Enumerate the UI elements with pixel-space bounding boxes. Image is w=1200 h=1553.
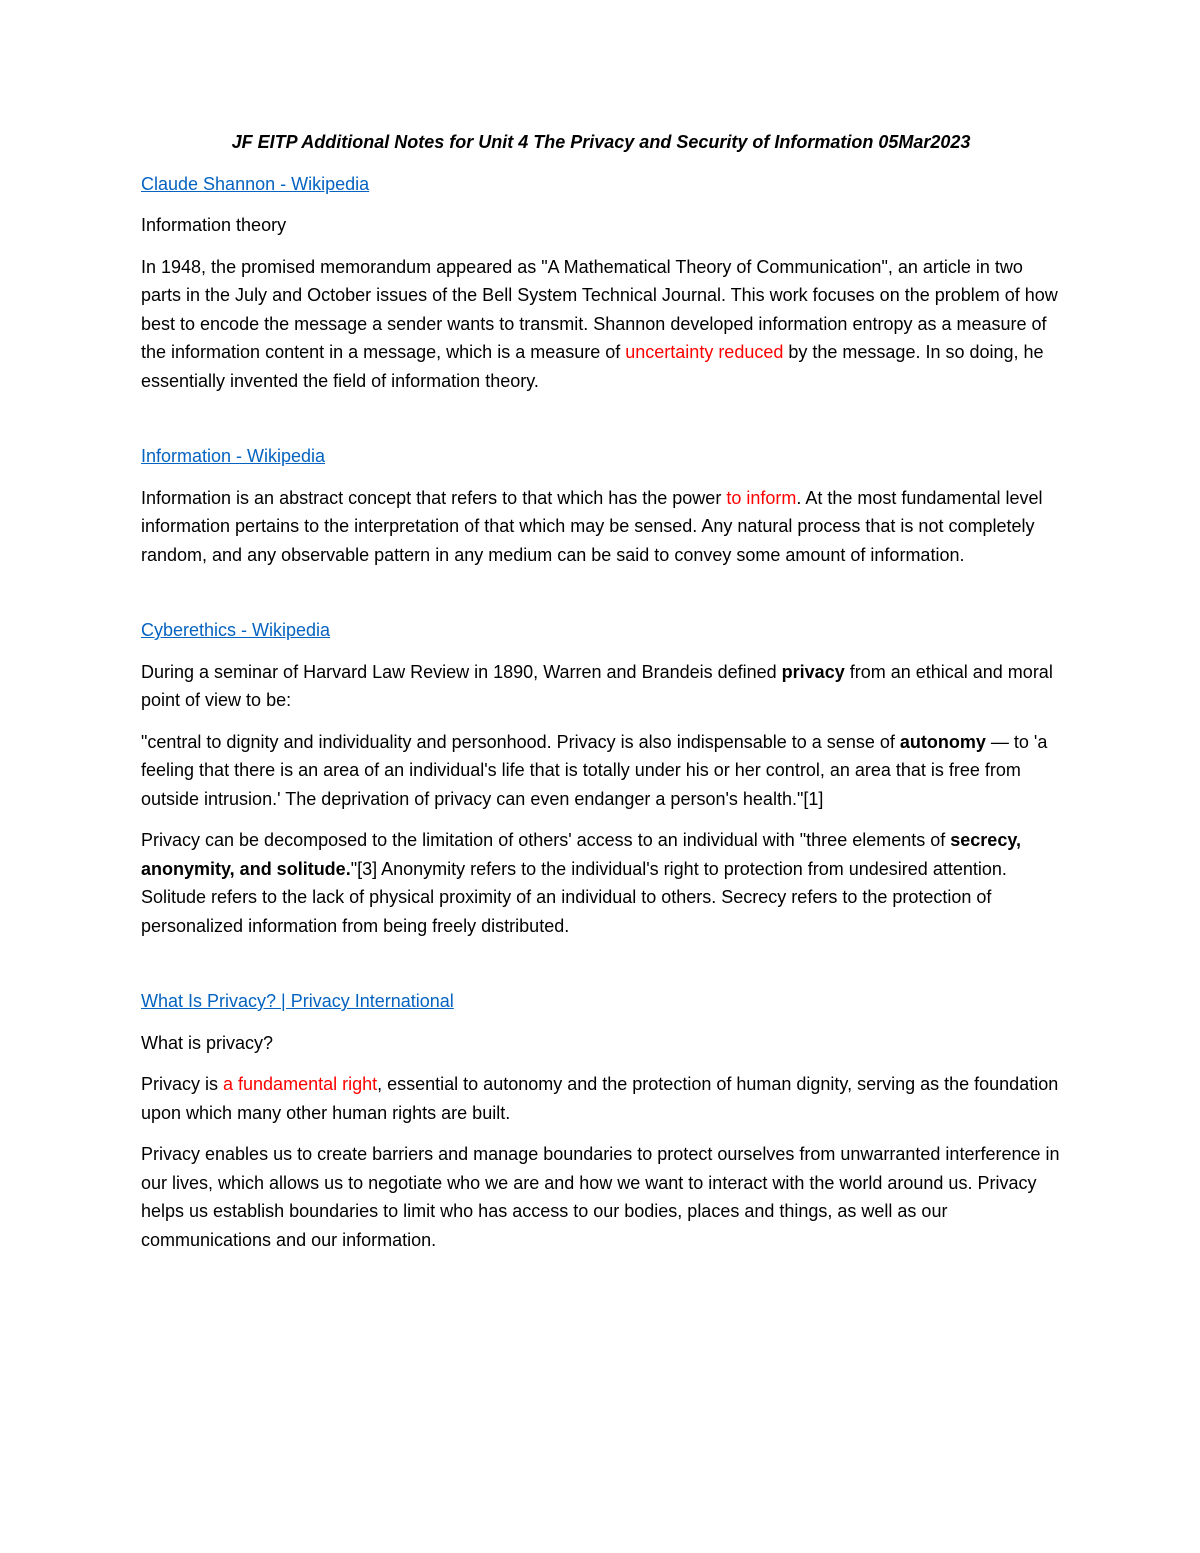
paragraph-privacy-boundaries: Privacy enables us to create barriers and manage boundaries to protect ourselves from unwarranted interference in our lives, which allows us to negotiate who we are and how we want to interact with the world around us. Privacy helps us establish boundaries to limit who has access to our bodies, places and things, as well as our communications and our information.	[141, 1144, 1060, 1250]
heading-information-theory: Information theory	[141, 215, 287, 235]
bold-autonomy: autonomy	[899, 731, 986, 752]
document-page	[141, 128, 1061, 1267]
link-paragraph-privacy-international	[141, 987, 1061, 1016]
text-span: from an ethical and moral point of view to be:	[141, 661, 1053, 710]
paragraph-cyberethics-elements	[141, 826, 1061, 940]
link-paragraph-information	[141, 442, 1061, 471]
text-span: , essential to autonomy and the protection of human dignity, serving as the foundation upon which many other human rights are built.	[141, 1074, 1059, 1123]
bold-privacy: privacy	[781, 661, 845, 682]
highlight-uncertainty-reduced: uncertainty reduced	[625, 342, 784, 362]
paragraph-information	[141, 484, 1061, 570]
text-span: Information is an abstract concept that refers to that which has the power	[141, 487, 727, 508]
highlight-to-inform: to inform	[726, 487, 797, 508]
text-span: by the message. In so doing, he essentially invented the field of information theory.	[141, 342, 1044, 391]
highlight-fundamental-right: a fundamental right	[223, 1074, 378, 1094]
text-span: Privacy is	[141, 1074, 224, 1094]
section-spacer	[141, 953, 1061, 987]
heading-what-is-privacy: What is privacy?	[141, 1032, 274, 1053]
link-cyberethics-wikipedia[interactable]: Cyberethics - Wikipedia	[141, 620, 331, 640]
section-spacer	[141, 408, 1061, 442]
link-claude-shannon-wikipedia[interactable]: Claude Shannon - Wikipedia	[141, 173, 370, 194]
text-span: During a seminar of Harvard Law Review in 1890, Warren and Brandeis defined	[141, 661, 782, 682]
text-span: . At the most fundamental level information pertains to the interpretation of that which may be sensed. Any natural process that is not completely random, and any observable pattern in any medium can be said to convey some amount of information.	[141, 487, 1043, 565]
text-span: — to 'a feeling that there is an area of an individual's life that is totally under his or her control, an area that is free from outside intrusion.' The deprivation of privacy can even endanger a person's health."[1]	[141, 731, 1048, 809]
text-span: Privacy can be decomposed to the limitation of others' access to an individual with "three elements of	[141, 830, 951, 850]
link-information-wikipedia[interactable]: Information - Wikipedia	[141, 446, 326, 466]
link-paragraph-claude-shannon	[141, 170, 1061, 199]
paragraph-cyberethics-quote	[141, 728, 1061, 814]
bold-secrecy-anonymity-solitude: secrecy, anonymity, and solitude.	[141, 830, 1021, 879]
paragraph-cyberethics-intro	[141, 658, 1061, 715]
document-title: JF EITP Additional Notes for Unit 4 The Privacy and Security of Information 05Mar2023	[231, 132, 971, 152]
paragraph-fundamental-right	[141, 1070, 1061, 1127]
text-span: "[3] Anonymity refers to the individual's right to protection from undesired attention. Solitude refers to the lack of physical proximity of an individual to others. Secrecy refers to the protection of personalized information from being freely distributed.	[141, 858, 1007, 936]
section-spacer	[141, 582, 1061, 616]
link-what-is-privacy[interactable]: What Is Privacy? | Privacy International	[141, 991, 454, 1011]
link-paragraph-cyberethics	[141, 616, 1061, 645]
text-span: "central to dignity and individuality and personhood. Privacy is also indispensable to a sense of	[141, 731, 900, 752]
paragraph-information-theory	[141, 253, 1061, 396]
text-span: In 1948, the promised memorandum appeared as "A Mathematical Theory of Communication", an article in two parts in the July and October issues of the Bell System Technical Journal. This work focuses on the problem of how best to encode the message a sender wants to transmit. Shannon developed information entropy as a measure of the information content in a message, which is a measure of	[141, 256, 1058, 362]
